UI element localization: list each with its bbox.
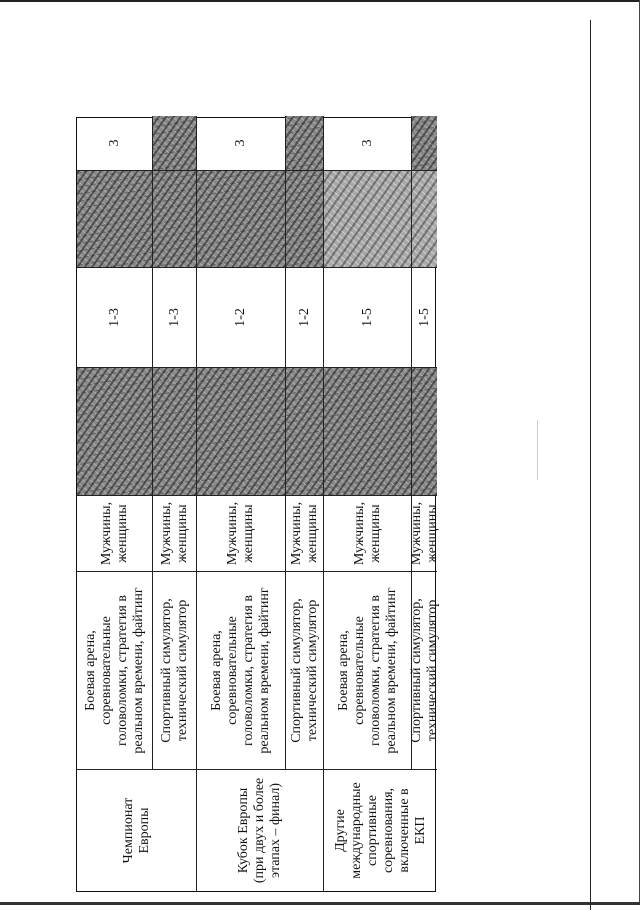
discipline-cell: Спортивный симулятор, технический симулятор — [286, 571, 324, 769]
discipline-cell: Спортивный симулятор, технический симулятор — [412, 571, 437, 769]
gender-cell: Мужчины, женщины — [286, 495, 324, 571]
hatched-cell — [197, 367, 286, 495]
gender-cell: Мужчины, женщины — [153, 495, 197, 571]
discipline-cell: Боевая арена, соревновательные головоломки, стратегия в реальном времени, файтинг — [197, 571, 286, 769]
gender-cell: Мужчины, женщины — [77, 495, 153, 571]
competition-cell-other-international: Другие международные спортивные соревнования, включенные в ЕКП — [324, 769, 437, 891]
gender-cell: Мужчины, женщины — [412, 495, 437, 571]
hatched-cell — [324, 170, 412, 267]
discipline-cell: Боевая арена, соревновательные головоломки, стратегия в реальном времени, файтинг — [77, 571, 153, 769]
hatched-cell — [412, 116, 437, 170]
gender-cell: Мужчины, женщины — [197, 495, 286, 571]
hatched-cell — [286, 367, 324, 495]
hatched-cell — [412, 367, 437, 495]
page-edge-top — [0, 0, 640, 2]
binding-gutter-line — [590, 20, 591, 910]
hatched-cell — [153, 170, 197, 267]
hatched-cell — [77, 170, 153, 267]
hatched-cell — [324, 367, 412, 495]
hatched-cell — [286, 116, 324, 170]
rank-cell: 3 — [197, 116, 286, 170]
competition-cell-european-cup: Кубок Европы (при двух и более этапах – финал) — [197, 769, 324, 891]
rotated-table-wrapper — [76, 117, 440, 892]
rank-cell: 3 — [77, 116, 153, 170]
age-range-cell: 1-5 — [324, 267, 412, 367]
discipline-cell: Боевая арена, соревновательные головоломки, стратегия в реальном времени, файтинг — [324, 571, 412, 769]
hatched-cell — [286, 170, 324, 267]
age-range-cell: 1-2 — [286, 267, 324, 367]
age-range-cell: 1-3 — [153, 267, 197, 367]
competition-table — [76, 117, 440, 892]
age-range-cell: 1-2 — [197, 267, 286, 367]
discipline-cell: Спортивный симулятор, технический симулятор — [153, 571, 197, 769]
age-range-cell: 1-5 — [412, 267, 437, 367]
hatched-cell — [77, 367, 153, 495]
age-range-cell: 1-3 — [77, 267, 153, 367]
page-edge-bottom — [0, 902, 640, 905]
scan-artifact — [537, 420, 538, 480]
hatched-cell — [153, 367, 197, 495]
gender-cell: Мужчины, женщины — [324, 495, 412, 571]
hatched-cell — [412, 170, 437, 267]
hatched-cell — [153, 116, 197, 170]
competition-cell-european-championship: Чемпионат Европы — [77, 769, 197, 891]
rank-cell: 3 — [324, 116, 412, 170]
hatched-cell — [197, 170, 286, 267]
